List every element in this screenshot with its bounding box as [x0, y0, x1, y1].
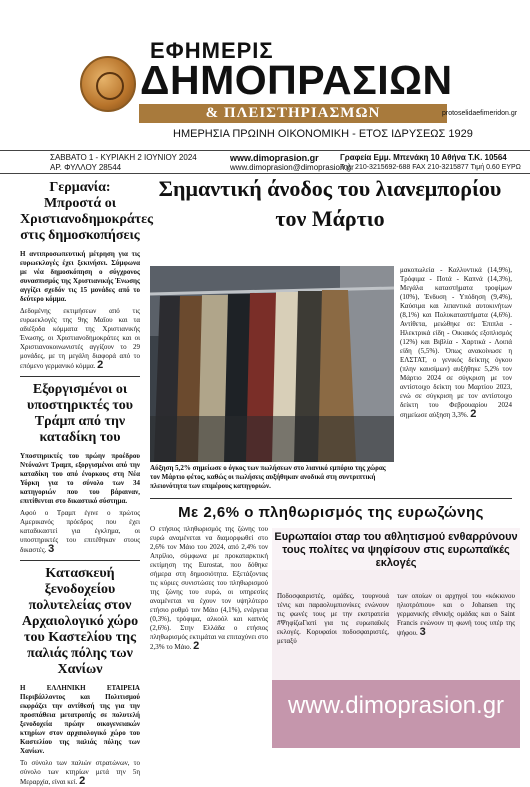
- clothing-rack-illustration: [150, 266, 394, 462]
- eu-box-column-2: των οποίων οι αρχηγοί του «κόκκινου ηλιοτρόπιου» και ο Johansen της γερμανικής εθνικής ομάδας και ο Saint Francis ενώνουν τη φωνή τους υπέρ της ψήφου. 3: [397, 592, 515, 638]
- email-link[interactable]: www.dimoprasion@dimoprasion.gr: [230, 163, 354, 172]
- left-column: [20, 180, 153, 787]
- eu-box-headline[interactable]: Ευρωπαίοι σταρ του αθλητισμού ενθαρρύνουν τους πολίτες να ψηφίσουν στις ευρωπαϊκές εκλογές: [272, 528, 520, 570]
- web-contact: [230, 153, 354, 173]
- page-ref[interactable]: 3: [48, 543, 55, 555]
- story-headline[interactable]: Εξοργισμένοι οι υποστηρικτές του Τράμπ από την καταδίκη του: [26, 382, 134, 445]
- story-body: Το σύνολο των παλιών στρατώνων, το σύνολο των κτηρίων μετά την 5η Μεραρχία, είναι κεί. 2: [20, 759, 140, 787]
- story-headline[interactable]: Κατασκευή ξενοδοχείου πολυτελείας στον Αρχαιολογικό χώρο του Καστελίου της παλιάς πόλης των Χανίων: [21, 566, 139, 677]
- page-ref[interactable]: 2: [470, 408, 477, 420]
- info-bar: [0, 150, 530, 174]
- story-lead: Η ΕΛΛΗΝΙΚΗ ΕΤΑΙΡΕΙΑ Περιβάλλοντος και Πολιτισμού εκφράζει την αντίθεσή της για την προσπάθεια μετατροπής σε πολυτελή ξενοδοχεία πρώην οικογενειακών κτηρίων στον αρχαιολογικό χώρο του Καστελίου της παλιάς πόλης των Χανίων.: [20, 684, 140, 755]
- story-trump: [20, 382, 140, 555]
- photo-caption: Αύξηση 5,2% σημείωσε ο όγκος των πωλήσεων στο λιανικό εμπόριο της χώρας τον Μάρτιο φέτος, καθώς οι πωλήσεις αυξήθηκαν ανοδικά στη συντριπτική πλειονότητα των επιμέρους κατηγοριών.: [150, 464, 386, 490]
- divider: [20, 560, 140, 561]
- issue-number: ΑΡ. ΦΥΛΛΟΥ 28544: [50, 163, 122, 172]
- story-lead: Υποστηρικτές του πρώην προέδρου Ντόναλντ Τραμπ, εξοργισμένοι από την καταδίκη του από ένορκους στη Νέα Υόρκη για το σύνολο των 34 κατηγοριών που του βάραιναν, επιτίθενται στο δικαστικό σύστημα.: [20, 452, 140, 505]
- website-promo-banner[interactable]: www.dimoprasion.gr: [272, 680, 520, 748]
- main-story-column: μακοπωλεία - Καλλυντικά (14,9%), Τρόφιμα - Ποτά - Καπνά (14,3%), Μεγάλα καταστήματα τροφίμων (10%), Ένδυση - Υπόδηση (9,4%), Καύσιμα και λιπαντικά αυτοκινήτων (8,1%) και Πολυκαταστήματα (4,6%). Αντίθετα, μειώθηκε σε: Έπιπλα - Ηλεκτρικά είδη - Οικιακός εξοπλισμός (12%) και Βιβλία - Χαρτικά - Λοιπά είδη (5,5%). Όπως ανακοίνωσε η ΕΛΣΤΑΤ, ο γενικός δείκτης όγκου (πλην καυσίμων) αυξήθηκε 5,2% τον Μάρτιο 2024 σε σύγκριση με τον αντίστοιχο δείκτη του Μαρτίου 2023, ενώ σε σύγκριση με τον αντίστοιχο δείκτη του Φεβρουαρίου 2024 σημείωσε αύξηση 3,3%. 2: [400, 266, 512, 420]
- website-link[interactable]: www.dimoprasion.gr: [230, 153, 319, 163]
- eu-box-column-1: Ποδοσφαιριστές, ομάδες, τουρνουά τένις και παραολυμπιονίκες ενώνουν τις φωνές τους με την εκστρατεία #ΨηφίζωΓιατί για τις ευρωπαϊκές εκλογές. Κορυφαίοι ποδοσφαιριστές, μεταξύ: [277, 592, 389, 645]
- story-germany: [20, 180, 153, 371]
- office-contact: [340, 153, 521, 173]
- page-ref[interactable]: 2: [97, 359, 104, 371]
- page-ref[interactable]: 2: [79, 775, 86, 787]
- date-issue: [50, 153, 197, 173]
- issue-date: ΣΑΒΒΑΤΟ 1 - ΚΥΡΙΑΚΗ 2 ΙΟΥΝΙΟΥ 2024: [50, 153, 197, 162]
- divider: [20, 376, 140, 377]
- page-ref[interactable]: 2: [193, 640, 200, 652]
- side-site-url[interactable]: protoselidaefimeridon.gr: [442, 110, 518, 117]
- page-ref[interactable]: 3: [419, 626, 426, 638]
- story-body: Αφού ο Τραμπ έγινε ο πρώτος Αμερικανός πρόεδρος που έχει καταδικαστεί για έγκλημα, οι υποστηρικτές του επιτέθηκαν στους δικαστές. 3: [20, 509, 140, 555]
- inflation-story: Ο ετήσιος πληθωρισμός της ζώνης του ευρώ αναμένεται να διαμορφωθεί στο 2,6% τον Μάιο του 2024, από 2,4% τον Απρίλιο, σύμφωνα με προκαταρκτική εκτίμηση της Eurostat, που δόθηκε σήμερα στη δημοσιότητα. Εξετάζοντας τις κύριες συνιστώσες του πληθωρισμού της ζώνης του ευρώ, οι υπηρεσίες αναμένεται να έχουν τον υψηλότερο ετήσιο ρυθμό τον Μάιο (4,1%), ενέργεια (0,3%), τρόφιμα, αλκοόλ και καπνός (2,6%). Στην Ελλάδα ο ετήσιος πληθωρισμός εκτιμάται να επιταχύνει στο 2,3% το Μάιο. 2: [150, 525, 268, 652]
- masthead-small-title: ΕΦΗΜΕΡΙΣ: [150, 38, 274, 63]
- office-address: Γραφεία Εμμ. Μπενάκη 10 Αθήνα Τ.Κ. 10564: [340, 153, 507, 162]
- masthead: [0, 0, 530, 152]
- newspaper-seal-logo: [80, 56, 136, 112]
- main-headline[interactable]: Σημαντική άνοδος του λιανεμπορίου τον Μάρτιο: [158, 176, 502, 231]
- masthead-subtitle: & ΠΛΕΙΣΤΗΡΙΑΣΜΩΝ: [139, 104, 447, 123]
- story-chania: [20, 566, 140, 787]
- masthead-tagline: ΗΜΕΡΗΣΙΑ ΠΡΩΙΝΗ ΟΙΚΟΝΟΜΙΚΗ - ΕΤΟΣ ΙΔΡΥΣΕΩΣ 1929: [173, 128, 473, 140]
- masthead-big-title: ΔΗΜΟΠΡΑΣΙΩΝ: [140, 57, 453, 103]
- story-lead: Η αντιπροσωπευτική μέτρηση για τις ευρωεκλογές έχει ξεκινήσει. Σύμφωνα με νέα δημοσκόπηση ο σύγχρονος συνασπισμός της Χριστιανικής Ένωσης αγγίζει σχεδόν τις 15 μονάδες από το δεύτερο κόμμα.: [20, 250, 140, 303]
- clothing-rack-photo: [150, 266, 394, 462]
- office-phones: Τηλ. 210-3215692-688 FAX 210-3215877 Τιμή 0.60 ΕΥΡΩ: [340, 164, 521, 171]
- story-body: Δεδομένης εκτιμήσεων από τις ευρωεκλογές της 9ης Μαΐου και τα αδιέξοδα κόμματα της Χριστιανικής Ένωσης, οι Χριστιανοδημοκράτες και οι Χριστιανοκοινωνιστές αγγίζουν το 29 μονάδες, με τη μεγάλη διαφορά από το επόμενο γερμανικό κόμμα. 2: [20, 307, 140, 371]
- inflation-banner-headline[interactable]: Με 2,6% ο πληθωρισμός της ευρωζώνης: [150, 498, 512, 521]
- story-headline[interactable]: Γερμανία: Μπροστά οι Χριστιανοδημοκράτες στις δημοσκοπήσεις: [20, 180, 153, 243]
